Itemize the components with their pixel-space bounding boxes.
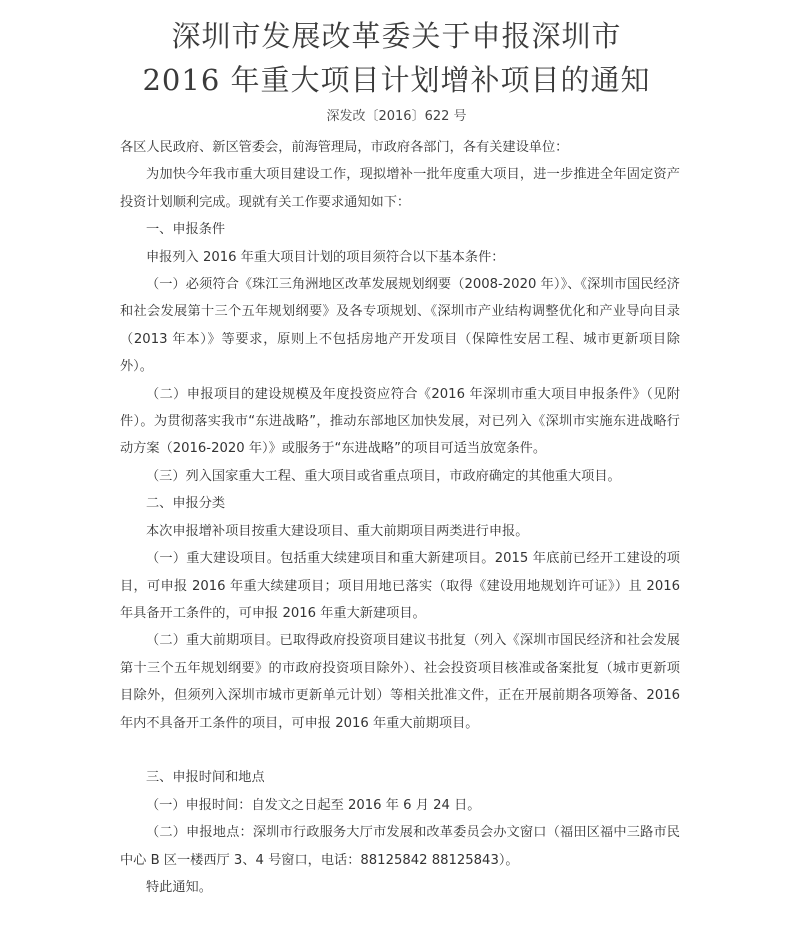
paragraph-spacer xyxy=(120,737,680,764)
section-3-item-2: （二）申报地点：深圳市行政服务大厅市发展和改革委员会办文窗口（福田区福中三路市民中心 B 区一楼西厅 3、4 号窗口，电话：88125842 88125843）。 xyxy=(120,825,680,868)
section-1-heading: 一、申报条件 xyxy=(146,222,226,238)
recipients-line: 各区人民政府、新区管委会，前海管理局，市政府各部门，各有关建设单位： xyxy=(120,140,569,155)
section-2-item-2: （二）重大前期项目。已取得政府投资项目建议书批复（列入《深圳市国民经济和社会发展第十三个五年规划纲要》的市政府投资项目除外）、社会投资项目核准或备案批复（城市更新项目除外，但须列入深圳市城市更新单元计划）等相关批准文件，正在开展前期各项筹备、2016 年内不具备开工条件的项目，可申报 2016 年重大前期项目。 xyxy=(120,633,680,731)
section-1-item-1: （一）必须符合《珠江三角洲地区改革发展规划纲要（2008-2020 年）》、《深圳市国民经济和社会发展第十三个五年规划纲要》及各专项规划、《深圳市产业结构调整优化和产业导向目录（2013 年本）》等要求，原则上不包括房地产开发项目（保障性安居工程、城市更新项目除外）。 xyxy=(120,277,680,375)
document-title-line-1: 深圳市发展改革委关于申报深圳市 xyxy=(171,19,622,53)
section-1-lead: 申报列入 2016 年重大项目计划的项目须符合以下基本条件： xyxy=(146,249,505,265)
section-3-item-1: （一）申报时间：自发文之日起至 2016 年 6 月 24 日。 xyxy=(146,797,481,813)
section-1-item-3: （三）列入国家重大工程、重大项目或省重点项目，市政府确定的其他重大项目。 xyxy=(146,468,621,484)
section-2-heading: 二、申报分类 xyxy=(146,496,226,512)
section-1-item-2: （二）申报项目的建设规模及年度投资应符合《2016 年深圳市重大项目申报条件》（见附件）。为贯彻落实我市“东进战略”，推动东部地区加快发展，对已列入《深圳市实施东进战略行动方案（2016-2020 年）》或服务于“东进战略”的项目可适当放宽条件。 xyxy=(120,386,680,457)
section-2-item-1: （一）重大建设项目。包括重大续建项目和重大新建项目。2015 年底前已经开工建设的项目，可申报 2016 年重大续建项目；项目用地已落实（取得《建设用地规划许可证》）且 2016 年具备开工条件的，可申报 2016 年重大新建项目。 xyxy=(120,551,680,621)
closing-line: 特此通知。 xyxy=(146,879,212,895)
document-title-line-2: 2016 年重大项目计划增补项目的通知 xyxy=(142,63,651,97)
document-body xyxy=(120,134,680,901)
intro-paragraph: 为加快今年我市重大项目建设工作，现拟增补一批年度重大项目，进一步推进全年固定资产投资计划顺利完成。现就有关工作要求通知如下： xyxy=(120,167,680,210)
section-3-heading: 三、申报时间和地点 xyxy=(146,770,265,786)
document-number: 深发改〔2016〕622 号 xyxy=(326,109,467,124)
section-2-lead: 本次申报增补项目按重大建设项目、重大前期项目两类进行申报。 xyxy=(146,523,529,539)
